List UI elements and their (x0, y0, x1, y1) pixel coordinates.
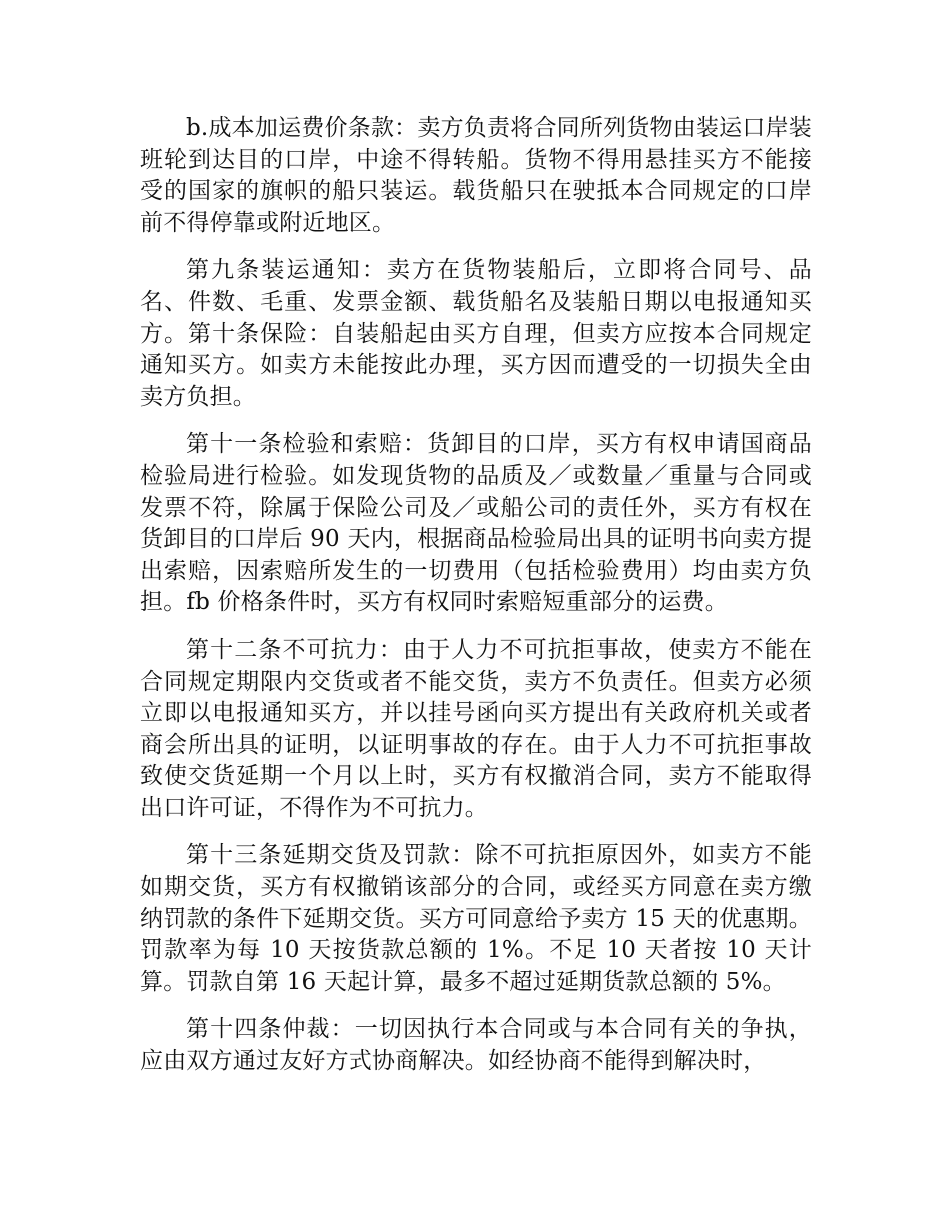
paragraph-force-majeure: 第十二条不可抗力：由于人力不可抗拒事故，使卖方不能在合同规定期限内交货或者不能交货，卖方不负责任。但卖方必须立即以电报通知买方，并以挂号函向买方提出有关政府机关或者商会所出具的证明，以证明事故的存在。由于人力不可抗拒事故致使交货延期一个月以上时，买方有权撤消合同，卖方不能取得出口许可证，不得作为不可抗力。 (140, 636, 812, 821)
paragraph-inspection-claims: 第十一条检验和索赔：货卸目的口岸，买方有权申请国商品检验局进行检验。如发现货物的品质及／或数量／重量与合同或发票不符，除属于保险公司及／或船公司的责任外，买方有权在货卸目的口岸后 90 天内，根据商品检验局出具的证明书向卖方提出索赔，因索赔所发生的一切费用（包括检验费用）均由卖方负担。fb 价格条件时，买方有权同时索赔短重部分的运费。 (140, 431, 812, 616)
paragraph-cost-and-freight: b.成本加运费价条款：卖方负责将合同所列货物由装运口岸装班轮到达目的口岸，中途不得转船。货物不得用悬挂买方不能接受的国家的旗帜的船只装运。载货船只在驶抵本合同规定的口岸前不得停靠或附近地区。 (140, 115, 812, 236)
paragraph-delay-penalty: 第十三条延期交货及罚款：除不可抗拒原因外，如卖方不能如期交货，买方有权撤销该部分的合同，或经买方同意在卖方缴纳罚款的条件下延期交货。买方可同意给予卖方 15 天的优惠期。罚款率为每 10 天按货款总额的 1%。不足 10 天者按 10 天计算。罚款自第 16 天起计算，最多不超过延期货款总额的 5%。 (140, 842, 812, 995)
paragraph-shipping-notice: 第九条装运通知：卖方在货物装船后，立即将合同号、品名、件数、毛重、发票金额、载货船名及装船日期以电报通知买方。第十条保险：自装船起由买方自理，但卖方应按本合同规定通知买方。如卖方未能按此办理，买方因而遭受的一切损失全由卖方负担。 (140, 257, 812, 410)
paragraph-arbitration: 第十四条仲裁：一切因执行本合同或与本合同有关的争执，应由双方通过友好方式协商解决。如经协商不能得到解决时， (140, 1016, 812, 1075)
document-body (140, 113, 812, 1094)
